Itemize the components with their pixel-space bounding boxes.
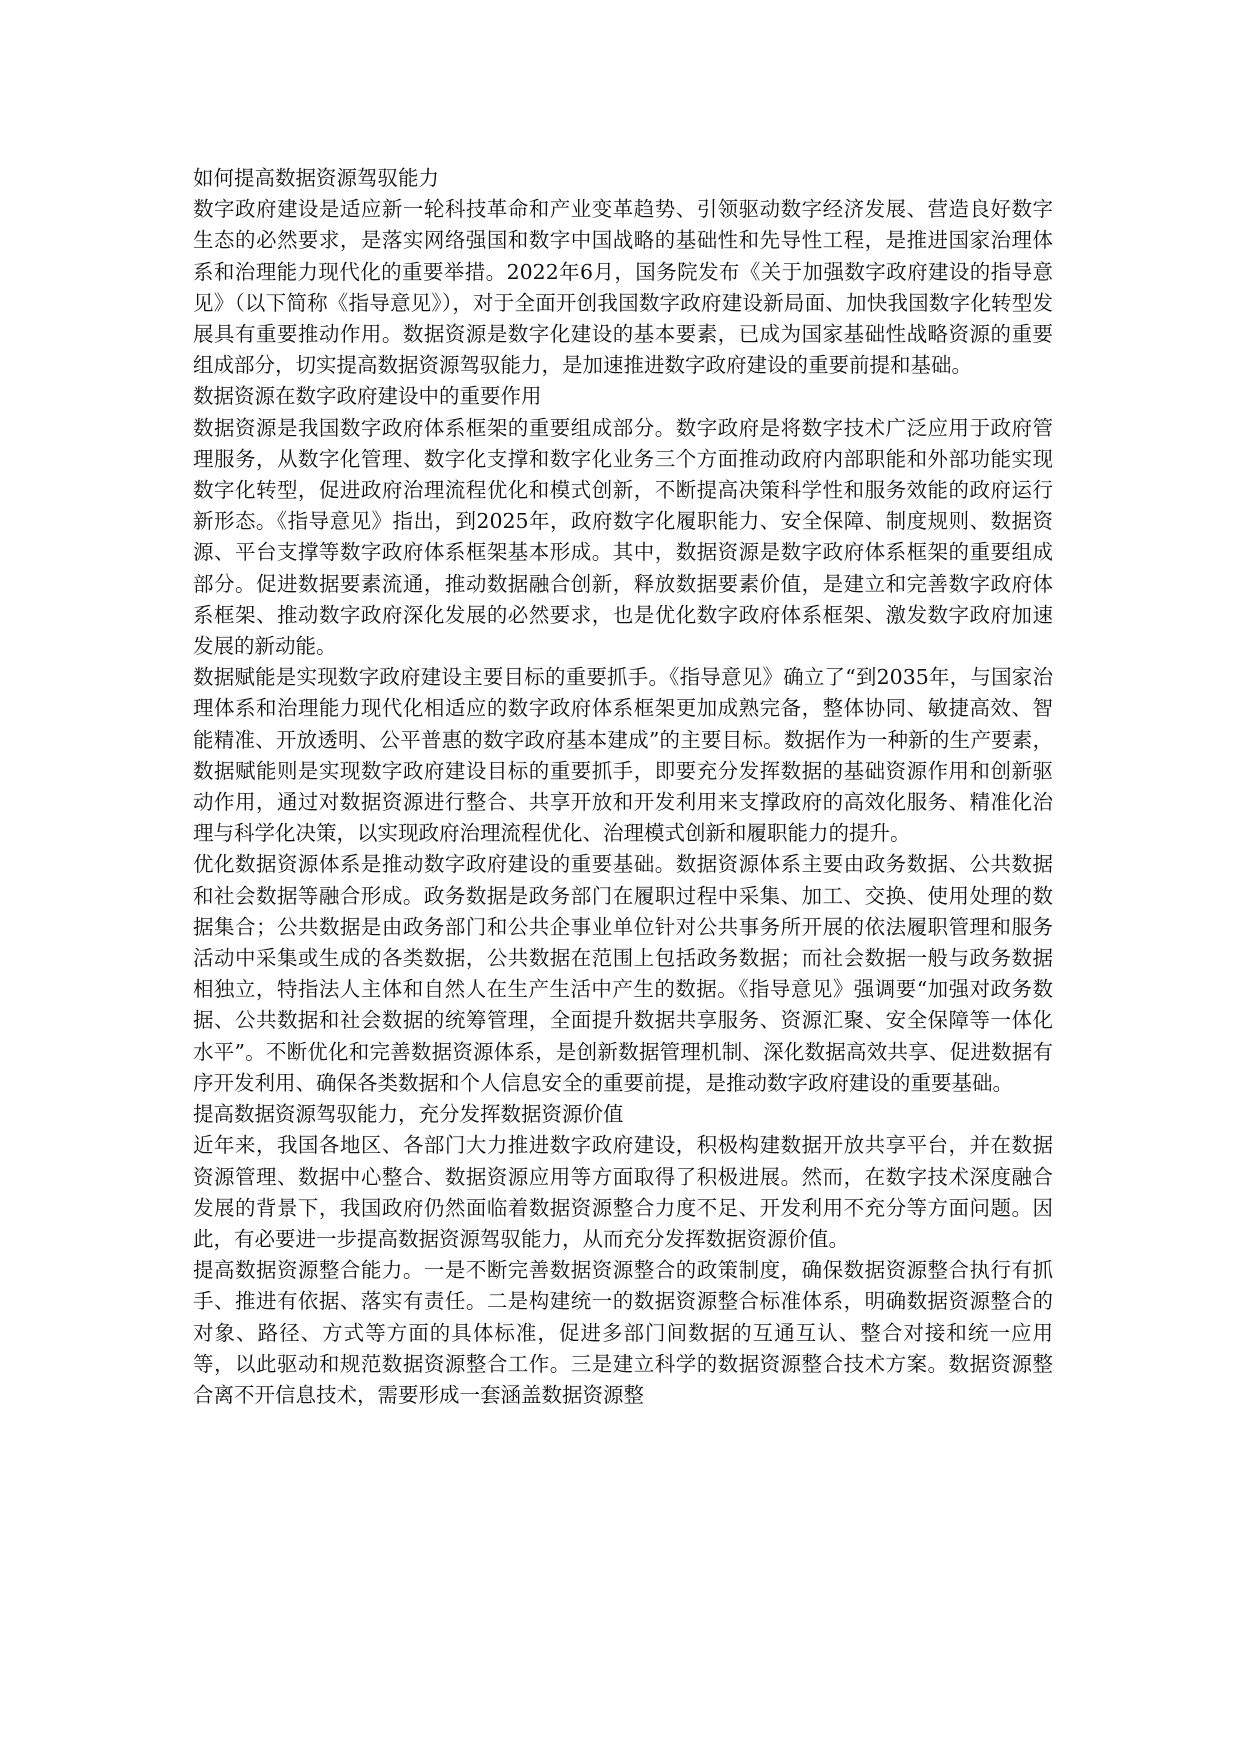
section2-paragraph-1: 近年来，我国各地区、各部门大力推进数字政府建设，积极构建数据开放共享平台，并在数据资源管理、数据中心整合、数据资源应用等方面取得了积极进展。然而，在数字技术深度融合发展的背景下，我国政府仍然面临着数据资源整合力度不足、开发利用不充分等方面问题。因此，有必要进一步提高数据资源驾驭能力，从而充分发挥数据资源价值。 — [193, 1133, 1053, 1251]
section1-paragraph-1: 数据资源是我国数字政府体系框架的重要组成部分。数字政府是将数字技术广泛应用于政府管理服务，从数字化管理、数字化支撑和数字化业务三个方面推动政府内部职能和外部功能实现数字化转型，促进政府治理流程优化和模式创新，不断提高决策科学性和服务效能的政府运行新形态。《指导意见》指出，到2025年，政府数字化履职能力、安全保障、制度规则、数据资源、平台支撑等数字政府体系框架基本形成。其中，数据资源是数字政府体系框架的重要组成部分。促进数据要素流通，推动数据融合创新，释放数据要素价值，是建立和完善数字政府体系框架、推动数字政府深化发展的必然要求，也是优化数字政府体系框架、激发数字政府加速发展的新动能。 — [193, 415, 1053, 659]
section2-paragraph-2: 提高数据资源整合能力。一是不断完善数据资源整合的政策制度，确保数据资源整合执行有抓手、推进有依据、落实有责任。二是构建统一的数据资源整合标准体系，明确数据资源整合的对象、路径、方式等方面的具体标准，促进多部门间数据的互通互认、整合对接和统一应用等，以此驱动和规范数据资源整合工作。三是建立科学的数据资源整合技术方案。数据资源整合离不开信息技术，需要形成一套涵盖数据资源整 — [193, 1258, 1053, 1407]
document-body — [193, 163, 1053, 1411]
section-heading: 数据资源在数字政府建设中的重要作用 — [193, 384, 542, 409]
section1-paragraph-3: 优化数据资源体系是推动数字政府建设的重要基础。数据资源体系主要由政务数据、公共数据和社会数据等融合形成。政务数据是政务部门在履职过程中采集、加工、交换、使用处理的数据集合；公共数据是由政务部门和公共企事业单位针对公共事务所开展的依法履职管理和服务活动中采集或生成的各类数据，公共数据在范围上包括政务数据；而社会数据一般与政务数据相独立，特指法人主体和自然人在生产生活中产生的数据。《指导意见》强调要“加强对政务数据、公共数据和社会数据的统筹管理，全面提升数据共享服务、资源汇聚、安全保障等一体化水平”。不断优化和完善数据资源体系，是创新数据管理机制、深化数据高效共享、促进数据有序开发利用、确保各类数据和个人信息安全的重要前提，是推动数字政府建设的重要基础。 — [193, 852, 1053, 1095]
intro-paragraph: 数字政府建设是适应新一轮科技革命和产业变革趋势、引领驱动数字经济发展、营造良好数字生态的必然要求，是落实网络强国和数字中国战略的基础性和先导性工程，是推进国家治理体系和治理能力现代化的重要举措。2022年6月，国务院发布《关于加强数字政府建设的指导意见》（以下简称《指导意见》），对于全面开创我国数字政府建设新局面、加快我国数字化转型发展具有重要推动作用。数据资源是数字化建设的基本要素，已成为国家基础性战略资源的重要组成部分，切实提高数据资源驾驭能力，是加速推进数字政府建设的重要前提和基础。 — [193, 197, 1053, 378]
document-title: 如何提高数据资源驾驭能力 — [193, 166, 439, 190]
section1-paragraph-2: 数据赋能是实现数字政府建设主要目标的重要抓手。《指导意见》确立了“到2035年，与国家治理体系和治理能力现代化相适应的数字政府体系框架更加成熟完备，整体协同、敏捷高效、智能精准、开放透明、公平普惠的数字政府基本建成”的主要目标。数据作为一种新的生产要素，数据赋能则是实现数字政府建设目标的重要抓手，即要充分发挥数据的基础资源作用和创新驱动作用，通过对数据资源进行整合、共享开放和开发利用来支撑政府的高效化服务、精准化治理与科学化决策，以实现政府治理流程优化、治理模式创新和履职能力的提升。 — [193, 665, 1053, 846]
section-heading: 提高数据资源驾驭能力，充分发挥数据资源价值 — [193, 1102, 624, 1127]
